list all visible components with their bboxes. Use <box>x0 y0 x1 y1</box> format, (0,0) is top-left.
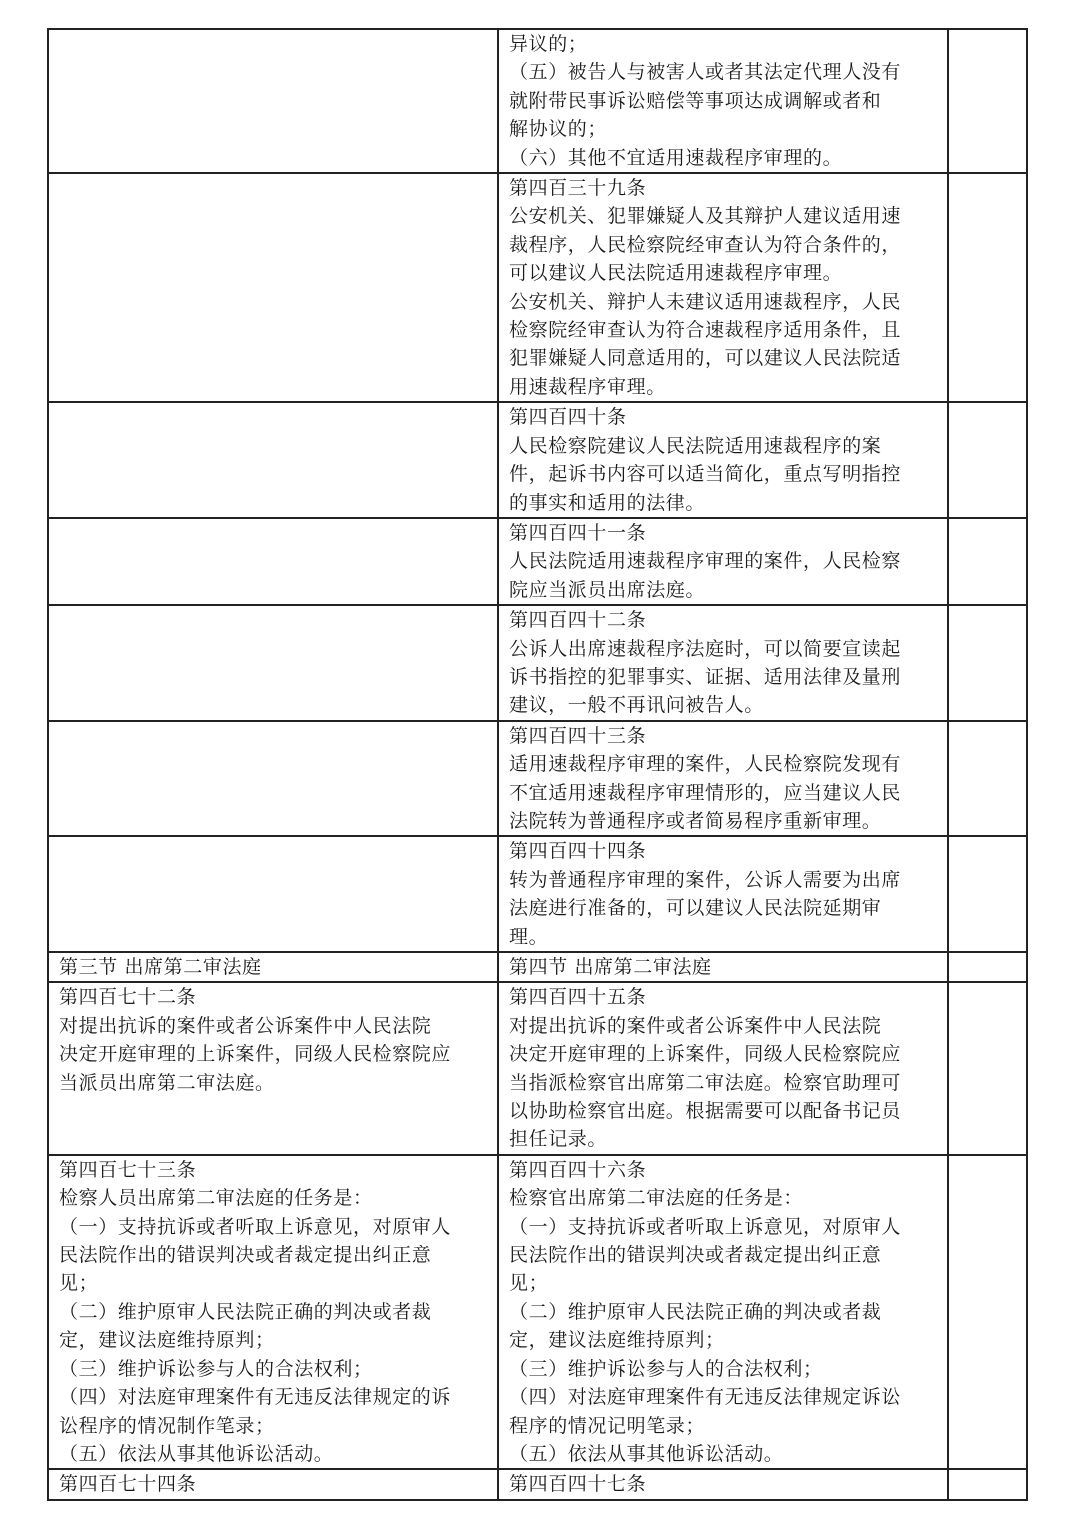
text-line: 院应当派员出席法庭。 <box>509 578 706 601</box>
text-line: 裁程序，人民检察院经审查认为符合条件的， <box>509 233 902 256</box>
old-article-cell <box>48 1155 498 1469</box>
text-line: 第四百四十六条 <box>509 1158 647 1181</box>
text-line: 见； <box>59 1272 99 1295</box>
text-line: 当指派检察官出席第二审法庭。检察官助理可 <box>509 1071 902 1094</box>
note-cell <box>948 605 1027 721</box>
text-line: 解协议的； <box>509 118 608 141</box>
text-line: 件，起诉书内容可以适当简化，重点写明指控 <box>509 463 902 486</box>
note-cell <box>948 29 1027 173</box>
table-row <box>48 605 1027 721</box>
text-line: 第四百七十四条 <box>59 1473 197 1496</box>
text-line: （一）支持抗诉或者听取上诉意见，对原审人 <box>59 1215 452 1238</box>
note-cell <box>948 721 1027 837</box>
text-line: 公安机关、犯罪嫌疑人及其辩护人建议适用速 <box>509 205 902 228</box>
table-row <box>48 173 1027 402</box>
text-line: 就附带民事诉讼赔偿等事项达成调解或者和 <box>509 89 882 112</box>
text-line: 转为普通程序审理的案件，公诉人需要为出席 <box>509 868 902 891</box>
note-cell <box>948 1469 1027 1499</box>
note-cell <box>948 173 1027 402</box>
new-article-cell <box>498 173 948 402</box>
old-article-cell <box>48 721 498 837</box>
text-line: （四）对法庭审理案件有无违反法律规定的诉 <box>59 1386 452 1409</box>
table-row <box>48 952 1027 982</box>
text-line: 当派员出席第二审法庭。 <box>59 1071 275 1094</box>
text-line: 程序的情况记明笔录； <box>509 1414 706 1437</box>
text-line: （五）被告人与被害人或者其法定代理人没有 <box>509 61 902 84</box>
old-article-cell <box>48 518 498 605</box>
text-line: （四）对法庭审理案件有无违反法律规定诉讼 <box>509 1386 902 1409</box>
new-article-cell <box>498 29 948 173</box>
old-article-cell <box>48 605 498 721</box>
text-line: 可以建议人民法院适用速裁程序审理。 <box>509 262 843 285</box>
text-line: 诉书指控的犯罪事实、证据、适用法律及量刑 <box>509 665 902 688</box>
text-line: 担任记录。 <box>509 1128 608 1151</box>
note-cell <box>948 952 1027 982</box>
text-line: 检察人员出席第二审法庭的任务是： <box>59 1187 373 1210</box>
text-line: 讼程序的情况制作笔录； <box>59 1414 275 1437</box>
text-line: 第四百四十三条 <box>509 724 647 747</box>
new-article-cell <box>498 402 948 518</box>
note-cell <box>948 982 1027 1154</box>
text-line: （一）支持抗诉或者听取上诉意见，对原审人 <box>509 1215 902 1238</box>
text-line: 犯罪嫌疑人同意适用的，可以建议人民法院适 <box>509 347 902 370</box>
text-line: 以协助检察官出庭。根据需要可以配备书记员 <box>509 1100 902 1123</box>
table-row <box>48 1469 1027 1499</box>
text-line: 第四百七十三条 <box>59 1158 197 1181</box>
note-cell <box>948 1155 1027 1469</box>
old-article-cell <box>48 836 498 952</box>
new-article-cell <box>498 1155 948 1469</box>
note-cell <box>948 402 1027 518</box>
text-line: 第四百四十七条 <box>509 1473 647 1496</box>
new-article-cell <box>498 836 948 952</box>
text-line: 用速裁程序审理。 <box>509 375 666 398</box>
text-line: 建议，一般不再讯问被告人。 <box>509 694 764 717</box>
new-article-cell <box>498 1469 948 1499</box>
text-line: 定，建议法庭维持原判； <box>509 1329 725 1352</box>
text-line: 不宜适用速裁程序审理情形的，应当建议人民 <box>509 781 902 804</box>
text-line: 第四百七十二条 <box>59 986 197 1009</box>
text-line: 检察官出席第二审法庭的任务是： <box>509 1187 804 1210</box>
text-line: 对提出抗诉的案件或者公诉案件中人民法院 <box>59 1014 432 1037</box>
text-line: 民法院作出的错误判决或者裁定提出纠正意 <box>509 1244 882 1267</box>
text-line: 异议的； <box>509 33 588 55</box>
text-line: （三）维护诉讼参与人的合法权利； <box>509 1357 823 1380</box>
new-article-cell <box>498 605 948 721</box>
text-line: 法院转为普通程序或者简易程序重新审理。 <box>509 809 882 832</box>
comparison-table <box>47 28 1028 1501</box>
new-article-cell <box>498 982 948 1154</box>
new-article-cell <box>498 952 948 982</box>
text-line: 理。 <box>509 925 549 948</box>
table-row <box>48 29 1027 173</box>
text-line: 第四百四十四条 <box>509 840 647 863</box>
comparison-table-body <box>48 29 1027 1500</box>
text-line: 公安机关、辩护人未建议适用速裁程序，人民 <box>509 290 902 313</box>
old-article-cell <box>48 1469 498 1499</box>
old-article-cell <box>48 173 498 402</box>
text-line: 第四百四十二条 <box>509 609 647 632</box>
text-line: （五）依法从事其他诉讼活动。 <box>59 1442 334 1465</box>
table-row <box>48 982 1027 1154</box>
old-article-cell <box>48 402 498 518</box>
text-line: 决定开庭审理的上诉案件，同级人民检察院应 <box>59 1043 452 1066</box>
text-line: 第四百三十九条 <box>509 177 647 200</box>
text-line: （六）其他不宜适用速裁程序审理的。 <box>509 146 843 169</box>
new-article-cell <box>498 518 948 605</box>
table-row <box>48 518 1027 605</box>
text-line: 公诉人出席速裁程序法庭时，可以简要宣读起 <box>509 637 902 660</box>
text-line: （五）依法从事其他诉讼活动。 <box>509 1442 784 1465</box>
text-line: （二）维护原审人民法院正确的判决或者裁 <box>59 1300 432 1323</box>
text-line: 第四百四十五条 <box>509 986 647 1009</box>
note-cell <box>948 836 1027 952</box>
note-cell <box>948 518 1027 605</box>
text-line: 决定开庭审理的上诉案件，同级人民检察院应 <box>509 1043 902 1066</box>
text-line: 定，建议法庭维持原判； <box>59 1329 275 1352</box>
new-article-cell <box>498 721 948 837</box>
text-line: （二）维护原审人民法院正确的判决或者裁 <box>509 1300 882 1323</box>
old-article-cell <box>48 29 498 173</box>
text-line: 第四百四十条 <box>509 406 627 429</box>
text-line: 人民检察院建议人民法院适用速裁程序的案 <box>509 434 882 457</box>
text-line: 法庭进行准备的，可以建议人民法院延期审 <box>509 897 882 920</box>
text-line: 民法院作出的错误判决或者裁定提出纠正意 <box>59 1244 432 1267</box>
old-article-cell <box>48 982 498 1154</box>
text-line: 适用速裁程序审理的案件，人民检察院发现有 <box>509 753 902 776</box>
text-line: 见； <box>509 1272 549 1295</box>
table-row <box>48 402 1027 518</box>
text-line: 的事实和适用的法律。 <box>509 491 706 514</box>
text-line: 第四节 出席第二审法庭 <box>509 956 712 978</box>
old-article-cell <box>48 952 498 982</box>
text-line: 第三节 出席第二审法庭 <box>59 956 262 978</box>
text-line: 人民法院适用速裁程序审理的案件，人民检察 <box>509 550 902 573</box>
text-line: 检察院经审查认为符合速裁程序适用条件，且 <box>509 319 902 342</box>
text-line: 第四百四十一条 <box>509 521 647 544</box>
text-line: 对提出抗诉的案件或者公诉案件中人民法院 <box>509 1014 882 1037</box>
text-line: （三）维护诉讼参与人的合法权利； <box>59 1357 373 1380</box>
table-row <box>48 721 1027 837</box>
table-row <box>48 836 1027 952</box>
table-row <box>48 1155 1027 1469</box>
